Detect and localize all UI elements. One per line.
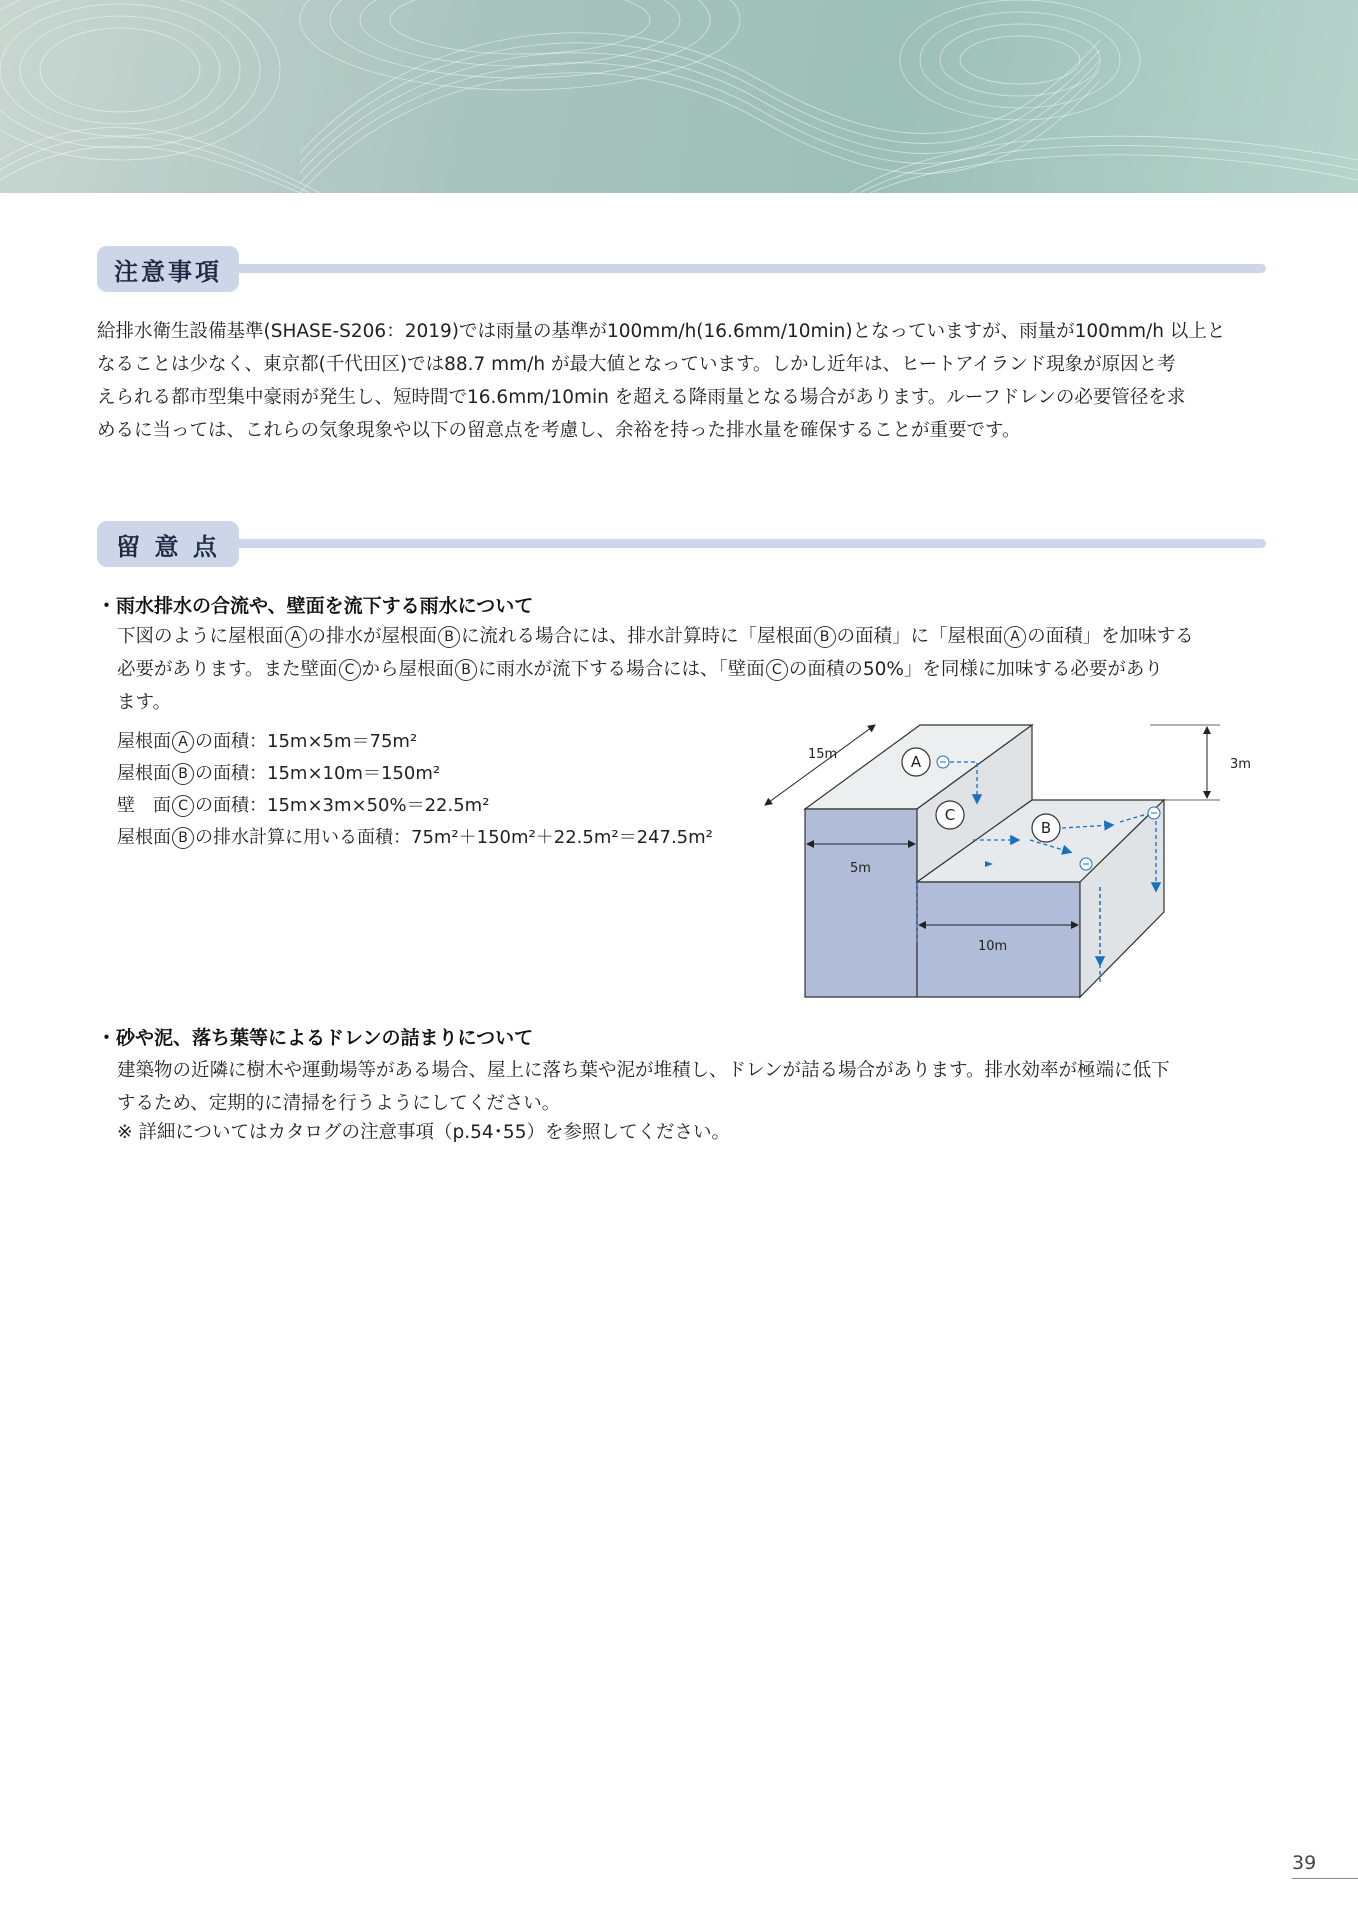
bullet-title-drain-clogging: ・砂や泥、落ち葉等によるドレンの詰まりについて [97,1027,534,1049]
body-line-2 [117,653,1267,686]
notes-paragraph [97,315,1267,447]
area-calculations [117,726,713,854]
calc-line [117,726,713,758]
circle-mark-c: C [339,659,361,681]
calc-line [117,822,713,854]
text: の面積：15m×10m＝150m² [195,763,441,784]
page-number-rule [1292,1878,1358,1879]
text: の排水計算に用いる面積：75m²＋150m²＋22.5m²＝247.5m² [195,827,713,848]
circle-mark-c: C [172,795,194,817]
calc-line [117,790,713,822]
dimension-5m-label: 5m [850,861,871,876]
dimension-15m-label: 15m [808,747,838,762]
text: の面積：15m×3m×50%＝22.5m² [195,795,490,816]
paragraph-line: めるに当っては、これらの気象現象や以下の留意点を考慮し、余裕を持った排水量を確保することが重要です。 [97,420,1021,441]
circle-mark-c: C [766,659,788,681]
dimension-3m-label: 3m [1230,757,1251,772]
text: の面積の50%」を同様に加味する必要があり [788,659,1163,680]
circle-mark-b: B [455,659,477,681]
bullet1-body [117,620,1267,719]
text: に雨水が流下する場合には、「壁面 [478,659,765,680]
text: 壁 面 [117,795,171,816]
circle-mark-b: B [172,827,194,849]
text: 屋根面 [117,763,171,784]
text: 下図のように屋根面 [117,626,284,647]
dimension-10m-label: 10m [978,939,1008,954]
body-line-note: ※ 詳細についてはカタログの注意事項（p.54･55）を参照してください。 [117,1122,730,1143]
bullet2-body [117,1054,1267,1149]
section-title: 注意事項 [97,246,239,292]
text: 屋根面 [117,827,171,848]
body-line: 建築物の近隣に樹木や運動場等がある場合、屋上に落ち葉や泥が堆積し、ドレンが詰る場合があります。排水効率が極端に低下 [117,1060,1170,1081]
roof-diagram [740,712,1260,1002]
label-a: A [910,753,922,771]
front-face-upper [805,809,917,997]
circle-mark-a: A [1004,626,1026,648]
paragraph-line: 給排水衛生設備基準(SHASE‐S206：2019)では雨量の基準が100mm/h(16.6mm/10min)となっていますが、雨量が100mm/h 以上と [97,321,1226,342]
page-number: 39 [1292,1852,1317,1874]
header-banner [0,0,1358,193]
text: の排水が屋根面 [307,626,438,647]
text: 屋根面 [117,731,171,752]
text: に流れる場合には、排水計算時に「屋根面 [461,626,813,647]
text: の面積：15m×5m＝75m² [195,731,418,752]
text: の面積」に「屋根面 [836,626,1004,647]
circle-mark-b: B [814,626,836,648]
circle-mark-a: A [285,626,307,648]
text: から屋根面 [361,659,455,680]
section-rule [197,264,1266,273]
calc-line [117,758,713,790]
circle-mark-b: B [438,626,460,648]
section-title: 留 意 点 [97,521,239,567]
decorative-wave-pattern [0,0,1358,193]
body-line-3: ます。 [117,692,172,713]
paragraph-line: なることは少なく、東京都(千代田区)では88.7 mm/h が最大値となっています。しかし近年は、ヒートアイランド現象が原因と考 [97,354,1176,375]
roof-diagram-svg [740,712,1260,1002]
section-rule [197,539,1266,548]
paragraph-line: えられる都市型集中豪雨が発生し、短時間で16.6mm/10min を超える降雨量となる場合があります。ルーフドレンの必要管径を求 [97,387,1186,408]
circle-mark-b: B [172,763,194,785]
bullet-title-merging-rainwater: ・雨水排水の合流や、壁面を流下する雨水について [97,595,534,617]
circle-mark-a: A [172,731,194,753]
section-header-points [97,521,1266,567]
text: 必要があります。また壁面 [117,659,338,680]
text: の面積」を加味する [1027,626,1194,647]
label-c: C [944,806,956,824]
section-header-notes [97,246,1266,292]
body-line-1 [117,620,1267,653]
label-b: B [1040,819,1052,837]
body-line: するため、定期的に清掃を行うようにしてください。 [117,1093,561,1114]
